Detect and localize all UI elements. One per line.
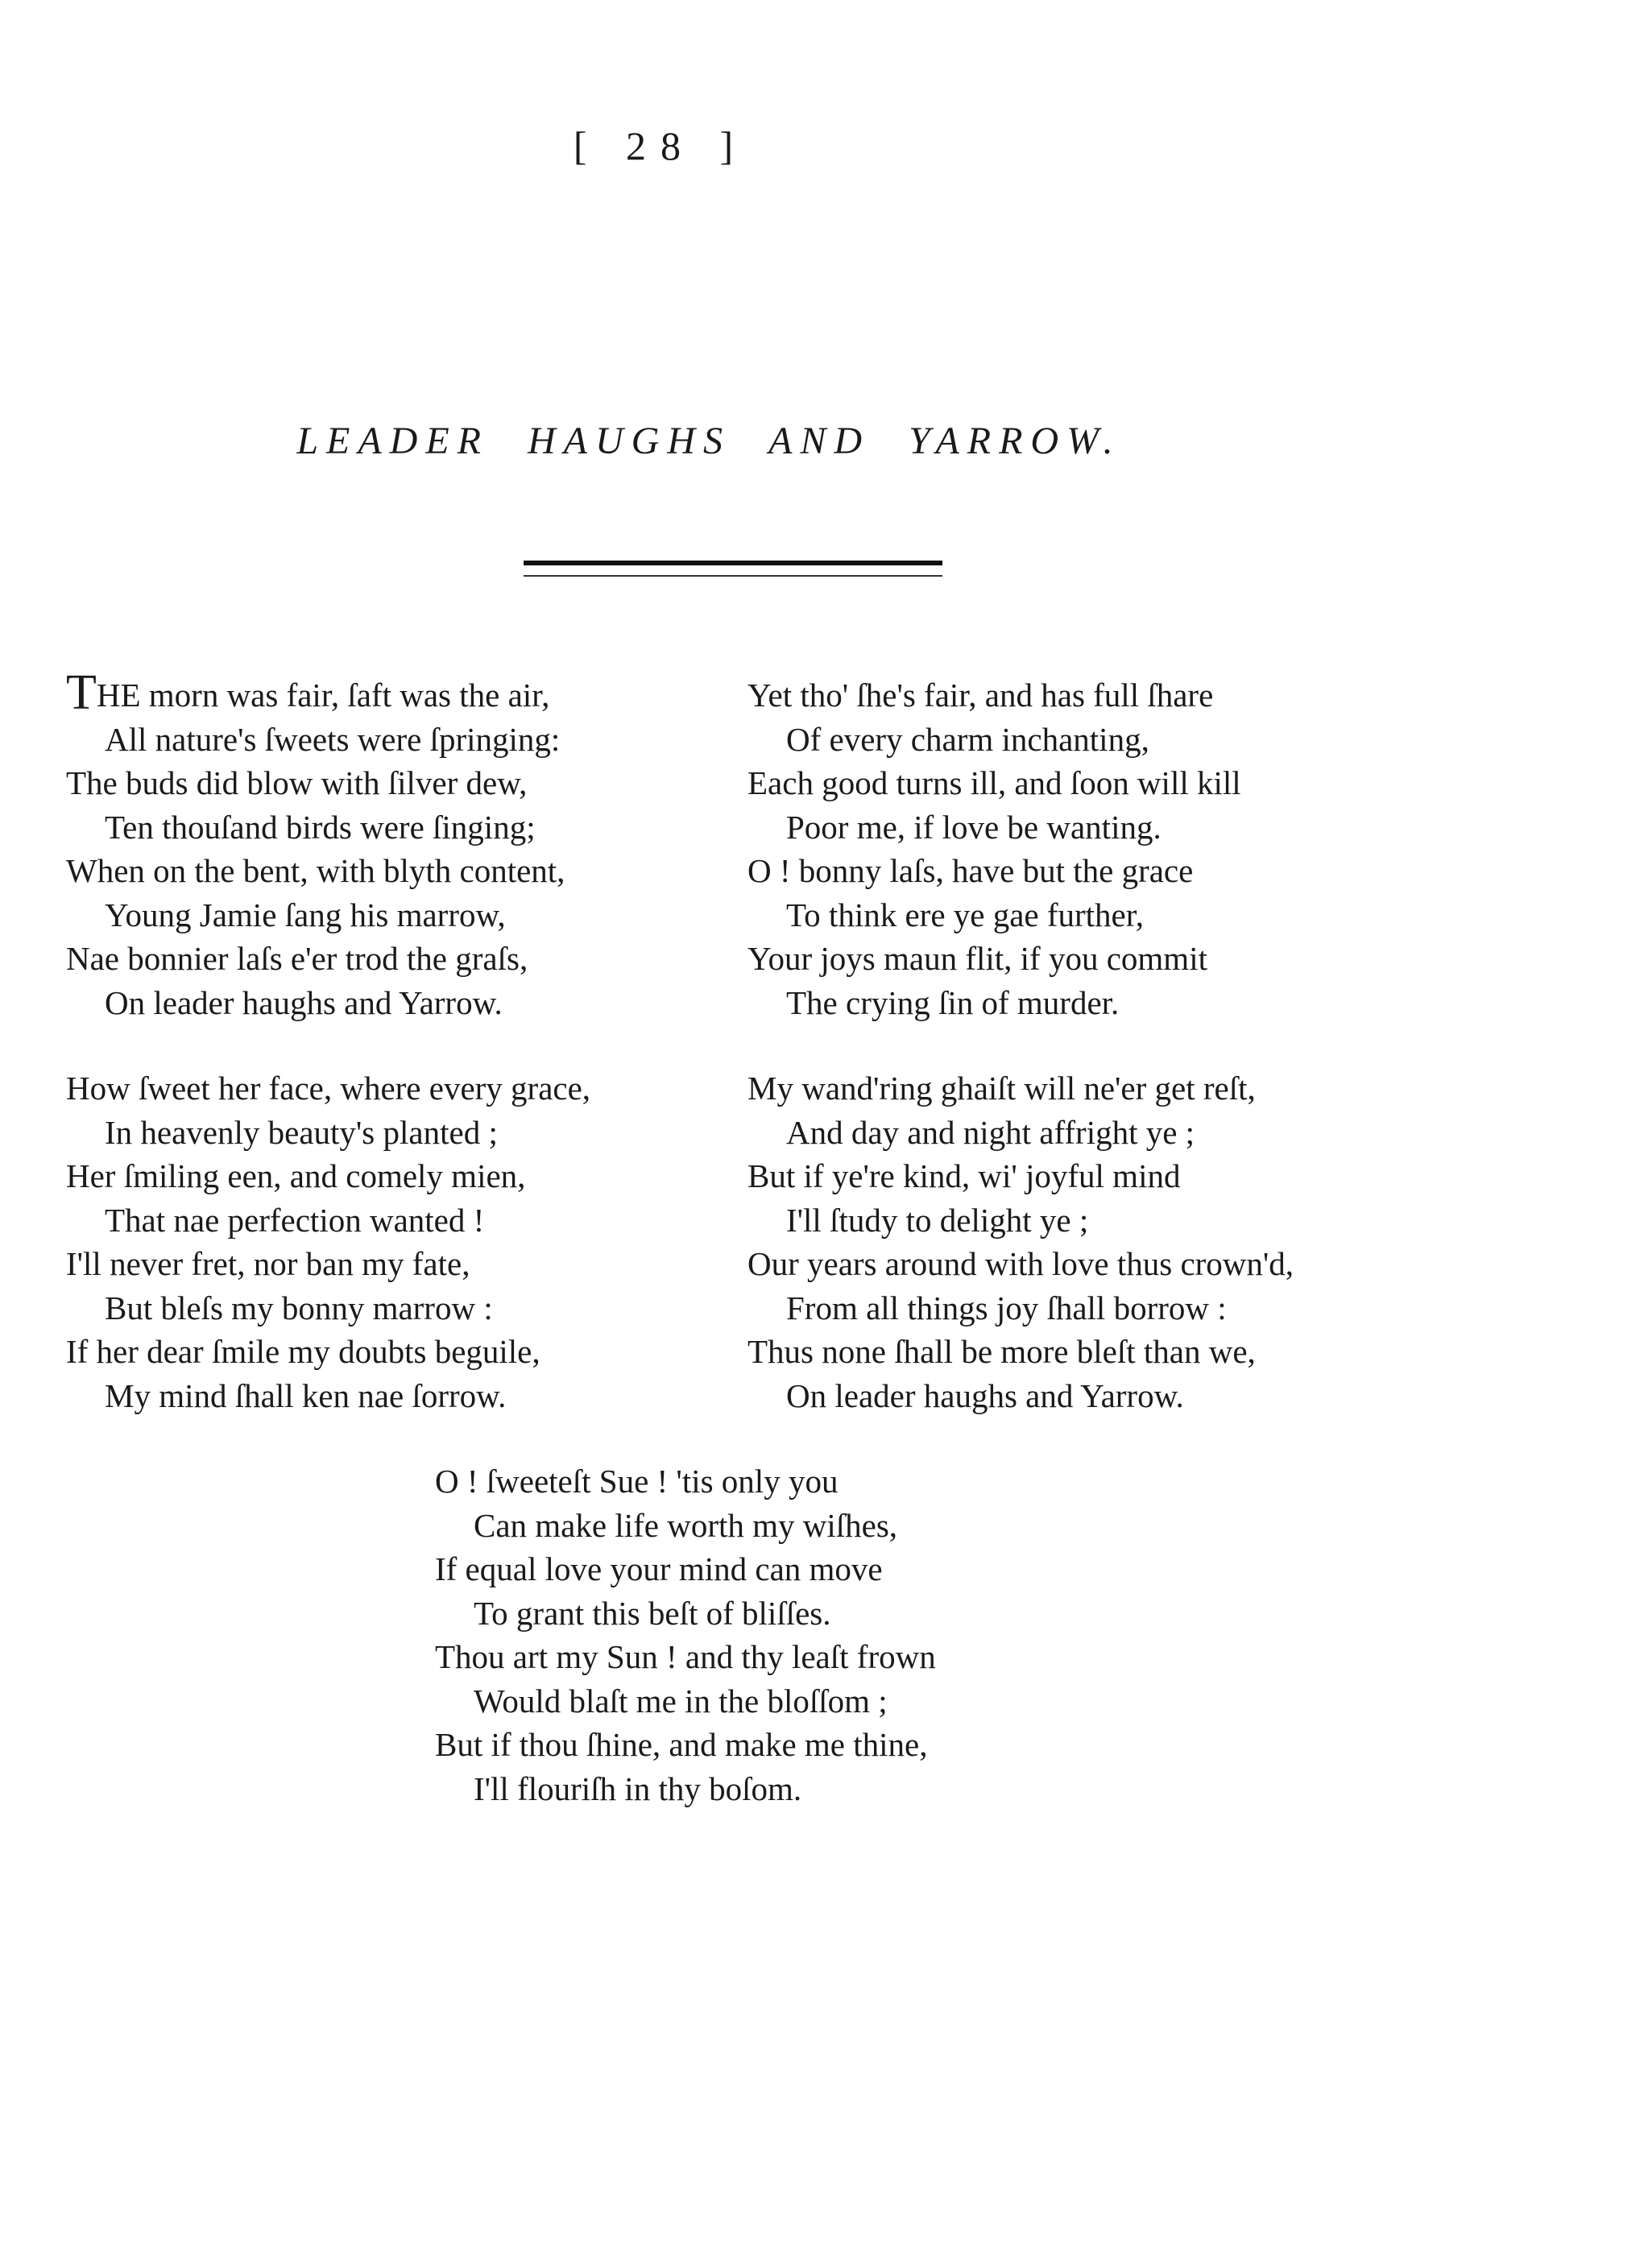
stanza-line: My wand'ring ghaiſt will ne'er get reſt, <box>747 1070 1256 1107</box>
stanza-2 <box>66 1066 590 1418</box>
stanza-line: My mind ſhall ken nae ſorrow. <box>105 1376 507 1414</box>
stanza-line: On leader haughs and Yarrow. <box>786 1376 1184 1414</box>
stanza-line: To think ere ye gae further, <box>786 896 1145 933</box>
stanza-line: On leader haughs and Yarrow. <box>105 983 503 1021</box>
stanza-line: Yet tho' ſhe's fair, and has full ſhare <box>747 677 1214 714</box>
stanza-line: Would blaſt me in the bloſſom ; <box>474 1682 888 1720</box>
stanza-line: From all things joy ſhall borrow : <box>786 1289 1227 1326</box>
stanza-line: Thus none ſhall be more bleſt than we, <box>747 1333 1256 1370</box>
stanza-line: I'll never fret, nor ban my fate, <box>66 1245 470 1282</box>
stanza-line: Her ſmiling een, and comely mien, <box>66 1157 526 1194</box>
stanza-line: Poor me, if love be wanting. <box>786 808 1162 846</box>
stanza-line: But if thou ſhine, and make me thine, <box>435 1726 928 1763</box>
stanza-line: THE morn was fair, ſaft was the air, <box>66 665 550 720</box>
stanza-line: Thou art my Sun ! and thy leaſt frown <box>435 1638 936 1675</box>
stanza-line: Your joys maun flit, if you commit <box>747 940 1207 977</box>
title-rule <box>524 561 942 565</box>
stanza-line: O ! bonny laſs, have but the grace <box>747 852 1194 889</box>
stanza-line: Each good turns ill, and ſoon will kill <box>747 764 1241 801</box>
stanza-line: To grant this beſt of bliſſes. <box>474 1594 831 1632</box>
poem-title: LEADER HAUGHS AND YARROW. <box>296 420 1121 462</box>
stanza-line: Young Jamie ſang his marrow, <box>105 896 506 933</box>
stanza-line: Of every charm inchanting, <box>786 720 1149 758</box>
stanza-3 <box>747 673 1241 1024</box>
stanza-line: That nae perfection wanted ! <box>105 1201 485 1239</box>
stanza-line: The crying ſin of murder. <box>786 983 1120 1021</box>
stanza-4 <box>747 1066 1294 1418</box>
stanza-1 <box>66 665 565 1024</box>
stanza-line: Ten thouſand birds were ſinging; <box>105 808 536 846</box>
stanza-line: Can make life worth my wiſhes, <box>474 1506 898 1544</box>
stanza-line: And day and night affright ye ; <box>786 1113 1195 1151</box>
stanza-line: But bleſs my bonny marrow : <box>105 1289 493 1326</box>
stanza-line: O ! ſweeteſt Sue ! 'tis only you <box>435 1463 839 1500</box>
stanza-line: Nae bonnier laſs e'er trod the graſs, <box>66 940 528 977</box>
stanza-5 <box>435 1459 936 1811</box>
title-rule-thin <box>524 575 942 577</box>
stanza-line: All nature's ſweets were ſpringing: <box>105 720 561 758</box>
stanza-line: I'll ſtudy to delight ye ; <box>786 1201 1089 1239</box>
stanza-line: In heavenly beauty's planted ; <box>105 1113 498 1151</box>
stanza-line: The buds did blow with ſilver dew, <box>66 764 528 801</box>
stanza-line: But if ye're kind, wi' joyful mind <box>747 1157 1181 1194</box>
stanza-line: I'll flouriſh in thy boſom. <box>474 1769 802 1807</box>
stanza-line: Our years around with love thus crown'd, <box>747 1245 1294 1282</box>
drop-cap: T <box>66 665 97 720</box>
stanza-line: If equal love your mind can move <box>435 1550 883 1587</box>
stanza-line: When on the bent, with blyth content, <box>66 852 565 889</box>
stanza-line: If her dear ſmile my doubts beguile, <box>66 1333 540 1370</box>
stanza-line: How ſweet her face, where every grace, <box>66 1070 591 1107</box>
page-number: [ 28 ] <box>573 123 748 168</box>
